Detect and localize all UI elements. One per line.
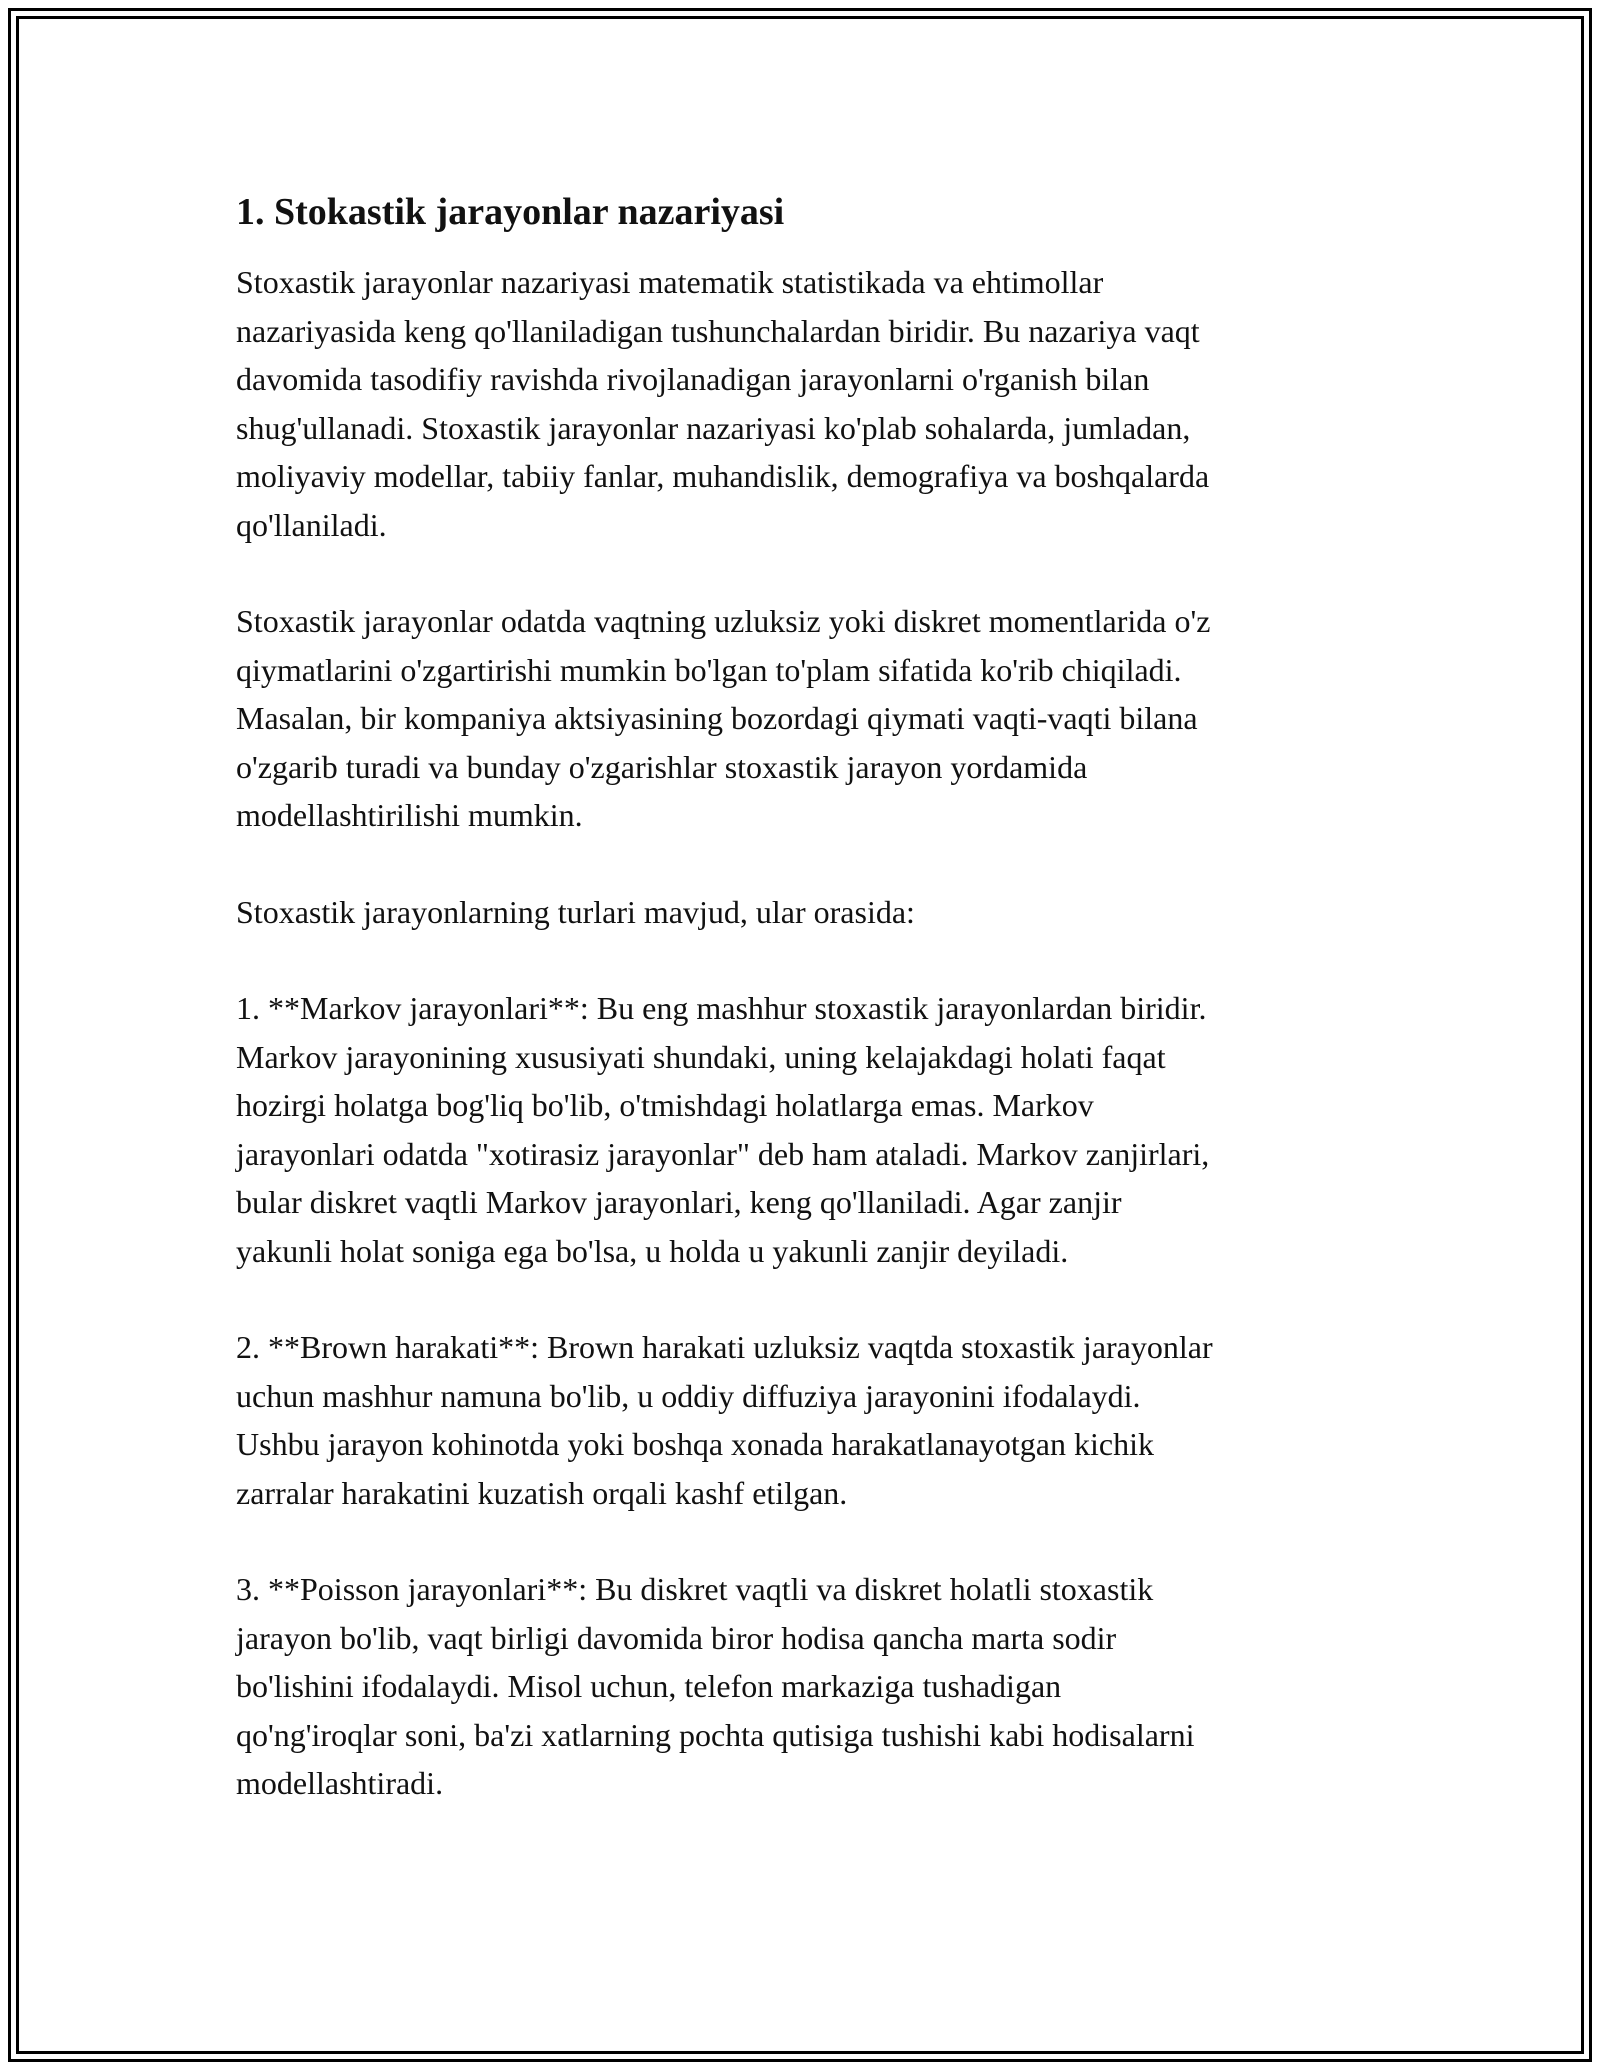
paragraph-intro: Stoxastik jarayonlar nazariyasi matematik statistikada va ehtimollar nazariyasida keng qo'llaniladigan tushunchalardan biridir. Bu nazariya vaqt davomida tasodifiy ravishda rivojlanadigan jarayonlarni o'rganish bilan shug'ullanadi. Stoxastik jarayonlar nazariyasi ko'plab sohalarda, jumladan, moliyaviy modellar, tabiiy fanlar, muhandislik, demografiya va boshqalarda qo'llaniladi.	[236, 264, 1210, 543]
list-item-markov: 1. **Markov jarayonlari**: Bu eng mashhur stoxastik jarayonlardan biridir. Markov jarayonining xususiyati shundaki, uning kelajakdagi holati faqat hozirgi holatga bog'liq bo'lib, o'tmishdagi holatlarga emas. Markov jarayonlari odatda "xotirasiz jarayonlar" deb ham ataladi. Markov zanjirlari, bular diskret vaqtli Markov jarayonlari, keng qo'llaniladi. Agar zanjir yakunli holat soniga ega bo'lsa, u holda u yakunli zanjir deyiladi.	[236, 990, 1210, 1269]
section-heading: 1. Stokastik jarayonlar nazariyasi	[236, 191, 785, 233]
document-body	[236, 186, 1366, 1856]
paragraph-types-intro: Stoxastik jarayonlarning turlari mavjud, ular orasida:	[236, 893, 915, 930]
paragraph-definition: Stoxastik jarayonlar odatda vaqtning uzluksiz yoki diskret momentlarida o'z qiymatlarini o'zgartirishi mumkin bo'lgan to'plam sifatida ko'rib chiqiladi. Masalan, bir kompaniya aktsiyasining bozordagi qiymati vaqti-vaqti bilana o'zgarib turadi va bunday o'zgarishlar stoxastik jarayon yordamida modellashtirilishi mumkin.	[236, 603, 1211, 833]
list-item-poisson: 3. **Poisson jarayonlari**: Bu diskret vaqtli va diskret holatli stoxastik jarayon bo'lib, vaqt birligi davomida biror hodisa qancha marta sodir bo'lishini ifodalaydi. Misol uchun, telefon markaziga tushadigan qo'ng'iroqlar soni, ba'zi xatlarning pochta qutisiga tushishi kabi hodisalarni modellashtiradi.	[236, 1571, 1195, 1801]
list-item-brown: 2. **Brown harakati**: Brown harakati uzluksiz vaqtda stoxastik jarayonlar uchun mashhur namuna bo'lib, u oddiy diffuziya jarayonini ifodalaydi. Ushbu jarayon kohinotda yoki boshqa xonada harakatlanayotgan kichik zarralar harakatini kuzatish orqali kashf etilgan.	[236, 1329, 1213, 1511]
